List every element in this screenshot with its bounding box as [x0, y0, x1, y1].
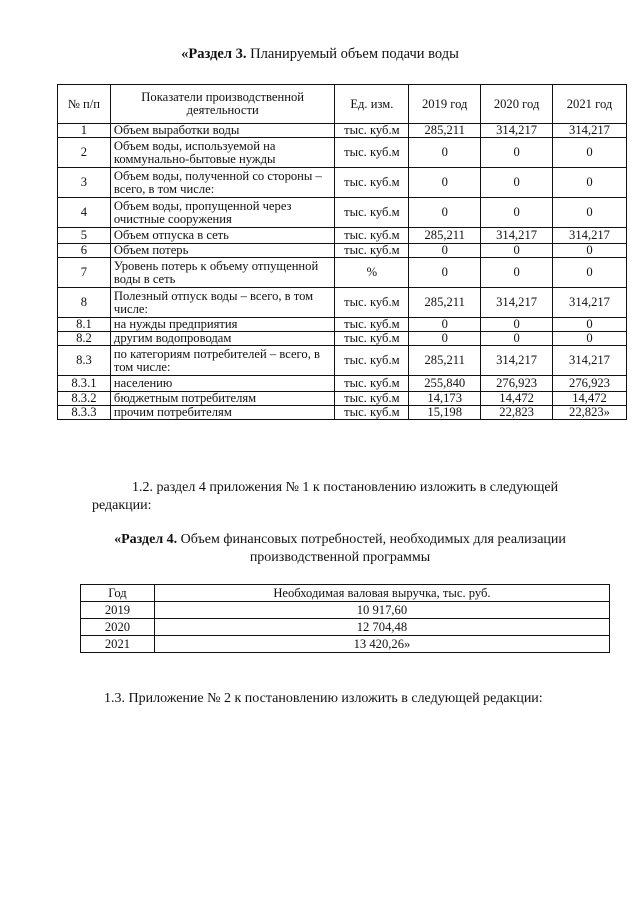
cell-num: 8.3.1 [58, 376, 111, 392]
cell-year: 2020 [81, 619, 155, 636]
header-revenue: Необходимая валовая выручка, тыс. руб. [154, 585, 609, 602]
cell-2019: 0 [409, 244, 481, 258]
cell-unit: тыс. куб.м [335, 392, 409, 406]
cell-unit: тыс. куб.м [335, 406, 409, 420]
cell-num: 8.1 [58, 318, 111, 332]
cell-unit: тыс. куб.м [335, 124, 409, 138]
section4-title-rest: Объем финансовых потребностей, необходимых для реализации производственной программы [177, 532, 566, 565]
cell-indicator: Объем воды, используемой на коммунально-бытовые нужды [110, 138, 335, 168]
cell-2019: 285,211 [409, 228, 481, 244]
table-row [58, 392, 627, 406]
cell-2021: 0 [553, 332, 627, 346]
cell-unit: тыс. куб.м [335, 346, 409, 376]
cell-indicator: Объем потерь [110, 244, 335, 258]
cell-indicator: прочим потребителям [110, 406, 335, 420]
cell-2021: 314,217 [553, 346, 627, 376]
cell-year: 2021 [81, 636, 155, 653]
cell-2020: 0 [481, 244, 553, 258]
cell-2019: 285,211 [409, 346, 481, 376]
cell-indicator: населению [110, 376, 335, 392]
cell-num: 3 [58, 168, 111, 198]
cell-indicator: другим водопроводам [110, 332, 335, 346]
cell-unit: тыс. куб.м [335, 168, 409, 198]
cell-year: 2019 [81, 602, 155, 619]
cell-num: 7 [58, 258, 111, 288]
header-num: № п/п [58, 85, 111, 124]
cell-unit: тыс. куб.м [335, 332, 409, 346]
table-row [58, 168, 627, 198]
table-row [58, 376, 627, 392]
cell-num: 8.3 [58, 346, 111, 376]
cell-unit: тыс. куб.м [335, 198, 409, 228]
section4-title-bold: «Раздел 4. [114, 532, 178, 547]
table-row [58, 318, 627, 332]
cell-indicator: Объем выработки воды [110, 124, 335, 138]
cell-2019: 285,211 [409, 288, 481, 318]
cell-2021: 0 [553, 198, 627, 228]
cell-2020: 0 [481, 258, 553, 288]
cell-indicator: Объем отпуска в сеть [110, 228, 335, 244]
cell-2020: 314,217 [481, 288, 553, 318]
cell-unit: тыс. куб.м [335, 318, 409, 332]
cell-unit: тыс. куб.м [335, 288, 409, 318]
cell-2020: 22,823 [481, 406, 553, 420]
section3-title [0, 46, 640, 63]
cell-2021: 314,217 [553, 228, 627, 244]
table-row [81, 602, 610, 619]
section3-title-bold: «Раздел 3. [181, 46, 247, 62]
header-2020: 2020 год [481, 85, 553, 124]
table-row [58, 198, 627, 228]
cell-indicator: Объем воды, пропущенной через очистные сооружения [110, 198, 335, 228]
cell-num: 5 [58, 228, 111, 244]
water-supply-table [57, 84, 627, 420]
table-header-row [58, 85, 627, 124]
header-2021: 2021 год [553, 85, 627, 124]
cell-2020: 0 [481, 332, 553, 346]
table-header-row [81, 585, 610, 602]
cell-indicator: Объем воды, полученной со стороны – всего, в том числе: [110, 168, 335, 198]
cell-2021: 0 [553, 318, 627, 332]
cell-num: 6 [58, 244, 111, 258]
cell-2019: 0 [409, 318, 481, 332]
paragraph-1-3: 1.3. Приложение № 2 к постановлению изложить в следующей редакции: [104, 691, 543, 706]
cell-2020: 314,217 [481, 346, 553, 376]
cell-indicator: по категориям потребителей – всего, в том числе: [110, 346, 335, 376]
cell-2019: 255,840 [409, 376, 481, 392]
water-supply-table-body [58, 124, 627, 420]
cell-2020: 14,472 [481, 392, 553, 406]
cell-2019: 0 [409, 138, 481, 168]
cell-num: 2 [58, 138, 111, 168]
cell-num: 8 [58, 288, 111, 318]
cell-2019: 0 [409, 332, 481, 346]
table-row [58, 124, 627, 138]
cell-indicator: Уровень потерь к объему отпущенной воды в сеть [110, 258, 335, 288]
cell-indicator: Полезный отпуск воды – всего, в том числе: [110, 288, 335, 318]
cell-revenue: 13 420,26» [154, 636, 609, 653]
table-row [58, 406, 627, 420]
table-row [58, 138, 627, 168]
cell-2020: 0 [481, 318, 553, 332]
cell-revenue: 12 704,48 [154, 619, 609, 636]
header-unit: Ед. изм. [335, 85, 409, 124]
table-row [58, 288, 627, 318]
cell-2021: 0 [553, 244, 627, 258]
table-row [58, 332, 627, 346]
cell-2020: 0 [481, 168, 553, 198]
cell-2019: 285,211 [409, 124, 481, 138]
cell-2019: 0 [409, 198, 481, 228]
table-row [58, 258, 627, 288]
cell-2021: 314,217 [553, 288, 627, 318]
table-row [58, 346, 627, 376]
cell-2019: 14,173 [409, 392, 481, 406]
cell-revenue: 10 917,60 [154, 602, 609, 619]
cell-2020: 314,217 [481, 228, 553, 244]
cell-unit: % [335, 258, 409, 288]
cell-2019: 0 [409, 258, 481, 288]
cell-2021: 22,823» [553, 406, 627, 420]
paragraph-1-2: 1.2. раздел 4 приложения № 1 к постановлению изложить в следующей редакции: [92, 480, 559, 513]
cell-2021: 0 [553, 168, 627, 198]
cell-unit: тыс. куб.м [335, 244, 409, 258]
cell-2019: 15,198 [409, 406, 481, 420]
section4-title [70, 531, 610, 567]
cell-2019: 0 [409, 168, 481, 198]
cell-num: 8.3.3 [58, 406, 111, 420]
financial-needs-table [80, 584, 610, 653]
cell-2021: 276,923 [553, 376, 627, 392]
cell-unit: тыс. куб.м [335, 228, 409, 244]
cell-unit: тыс. куб.м [335, 376, 409, 392]
cell-2020: 314,217 [481, 124, 553, 138]
table-row [58, 244, 627, 258]
cell-2020: 0 [481, 138, 553, 168]
header-2019: 2019 год [409, 85, 481, 124]
cell-2021: 14,472 [553, 392, 627, 406]
cell-2020: 0 [481, 198, 553, 228]
header-year: Год [81, 585, 155, 602]
cell-num: 8.2 [58, 332, 111, 346]
header-indicator: Показатели производственной деятельности [110, 85, 335, 124]
cell-2021: 0 [553, 258, 627, 288]
financial-needs-table-body [81, 602, 610, 653]
table-row [81, 636, 610, 653]
cell-indicator: на нужды предприятия [110, 318, 335, 332]
cell-num: 4 [58, 198, 111, 228]
cell-num: 1 [58, 124, 111, 138]
table-row [81, 619, 610, 636]
cell-num: 8.3.2 [58, 392, 111, 406]
section3-title-rest: Планируемый объем подачи воды [246, 46, 459, 62]
cell-unit: тыс. куб.м [335, 138, 409, 168]
table-row [58, 228, 627, 244]
cell-indicator: бюджетным потребителям [110, 392, 335, 406]
cell-2021: 314,217 [553, 124, 627, 138]
cell-2020: 276,923 [481, 376, 553, 392]
cell-2021: 0 [553, 138, 627, 168]
